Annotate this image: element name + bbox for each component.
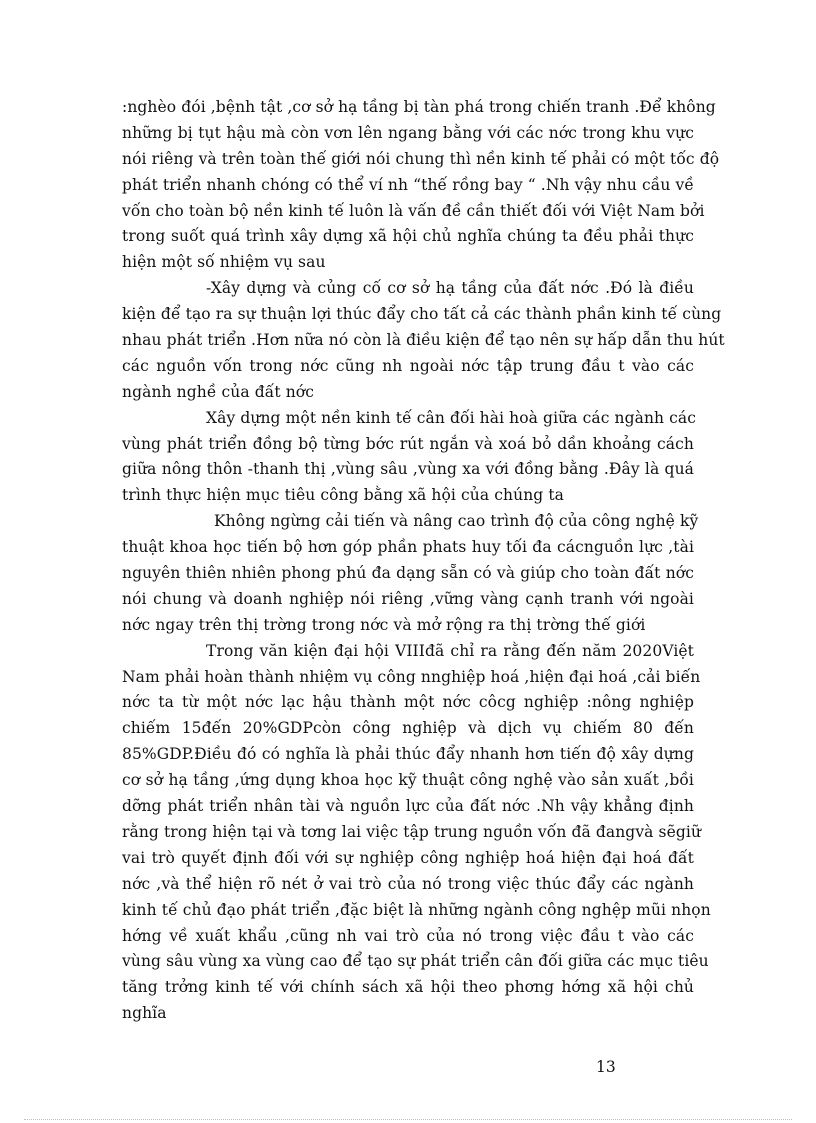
text-line: các nguồn vốn trong nớc cũng nh ngoài nớc tập trung đầu t vào các (122, 356, 694, 375)
text-line: những bị tụt hậu mà còn vơn lên ngang bằng với các nớc trong khu vực (122, 123, 694, 142)
text-line: dỡng phát triển nhân tài và nguồn lực của đất nớc .Nh vậy khẳng định (122, 797, 694, 816)
text-line: cơ sở hạ tầng ,ứng dụng khoa học kỹ thuật công nghệ vào sản xuất ,bồi (122, 771, 694, 790)
text-line: nói riêng và trên toàn thế giới nói chung thì nền kinh tế phải có một tốc độ (122, 149, 720, 168)
text-line: trong suốt quá trình xây dựng xã hội chủ nghĩa chúng ta đều phải thực (122, 227, 694, 246)
text-line: nhau phát triển .Hơn nữa nó còn là điều kiện để tạo nên sự hấp dẫn thu hút (122, 331, 725, 350)
text-line: nghĩa (122, 1004, 167, 1023)
text-line: Xây dựng một nền kinh tế cân đối hài hoà giữa các ngành các (206, 408, 697, 427)
text-line: vùng sâu vùng xa vùng cao để tạo sự phát triển cân đối giữa các mục tiêu (122, 952, 709, 971)
body-text (122, 95, 725, 1027)
text-line: Không ngừng cải tiến và nâng cao trình độ của công nghệ kỹ (214, 512, 699, 531)
page-bottom-divider (24, 1119, 792, 1120)
text-line: 85%GDP.Điều đó có nghĩa là phải thúc đẩy nhanh hơn tiến độ xây dựng (122, 745, 694, 764)
text-line: Nam phải hoàn thành nhiệm vụ công nnghiệp hoá ,hiện đại hoá ,cải biến (122, 667, 701, 686)
text-line: vùng phát triển đồng bộ từng bớc rút ngắn và xoá bỏ dần khoảng cách (122, 434, 694, 453)
text-line: nguyên thiên nhiên phong phú đa dạng sẵn có và giúp cho toàn đất nớc (122, 564, 694, 583)
text-line: tăng trởng kinh tế với chính sách xã hội theo phơng hớng xã hội chủ (122, 978, 694, 997)
text-line: -Xây dựng và củng cố cơ sở hạ tầng của đất nớc .Đó là điều (206, 279, 694, 298)
text-line: nớc ,và thể hiện rõ nét ở vai trò của nó trong việc thúc đẩy các ngành (122, 874, 694, 893)
text-line: nói chung và doanh nghiệp nói riêng ,vững vàng cạnh tranh với ngoài (122, 589, 694, 608)
text-line: phát triển nhanh chóng có thể ví nh “thế rồng bay “ .Nh vậy nhu cầu về (122, 175, 694, 194)
text-line: nớc ta từ một nớc lạc hậu thành một nớc côcg nghiệp :nông nghiệp (122, 693, 694, 712)
text-line: kinh tế chủ đạo phát triển ,đặc biệt là những ngành công nghệp mũi nhọn (122, 900, 711, 919)
text-line: trình thực hiện mục tiêu công bằng xã hội của chúng ta (122, 486, 564, 505)
text-line: :nghèo đói ,bệnh tật ,cơ sở hạ tầng bị tàn phá trong chiến tranh .Để không (122, 98, 716, 116)
text-line: ngành nghề của đất nớc (122, 382, 314, 401)
text-line: thuật khoa học tiến bộ hơn góp phần phats huy tối đa cácnguồn lực ,tài (122, 538, 694, 557)
text-line: Trong văn kiện đại hội VIIIđã chỉ ra rằng đến năm 2020Việt (206, 641, 694, 660)
text-line: chiếm 15đến 20%GDPcòn công nghiệp và dịch vụ chiếm 80 đến (122, 719, 694, 738)
text-line: vốn cho toàn bộ nền kinh tế luôn là vấn đề cần thiết đối với Việt Nam bởi (122, 201, 705, 220)
page-number: 13 (596, 1058, 616, 1076)
text-line: kiện để tạo ra sự thuận lợi thúc đẩy cho tất cả các thành phần kinh tế cùng (122, 305, 722, 324)
text-line: rằng trong hiện tại và tơng lai việc tập trung nguồn vốn đã đangvà sẽgiữ (122, 822, 702, 841)
text-line: vai trò quyết định đối với sự nghiệp công nghiệp hoá hiện đại hoá đất (122, 848, 694, 867)
text-line: giữa nông thôn -thanh thị ,vùng sâu ,vùng xa với đồng bằng .Đây là quá (122, 460, 694, 479)
text-line: nớc ngay trên thị trờng trong nớc và mở rộng ra thị trờng thế giới (122, 615, 646, 634)
text-line: hiện một số nhiệm vụ sau (122, 253, 326, 272)
text-line: hớng về xuất khẩu ,cũng nh vai trò của nó trong việc đầu t vào các (122, 926, 694, 945)
